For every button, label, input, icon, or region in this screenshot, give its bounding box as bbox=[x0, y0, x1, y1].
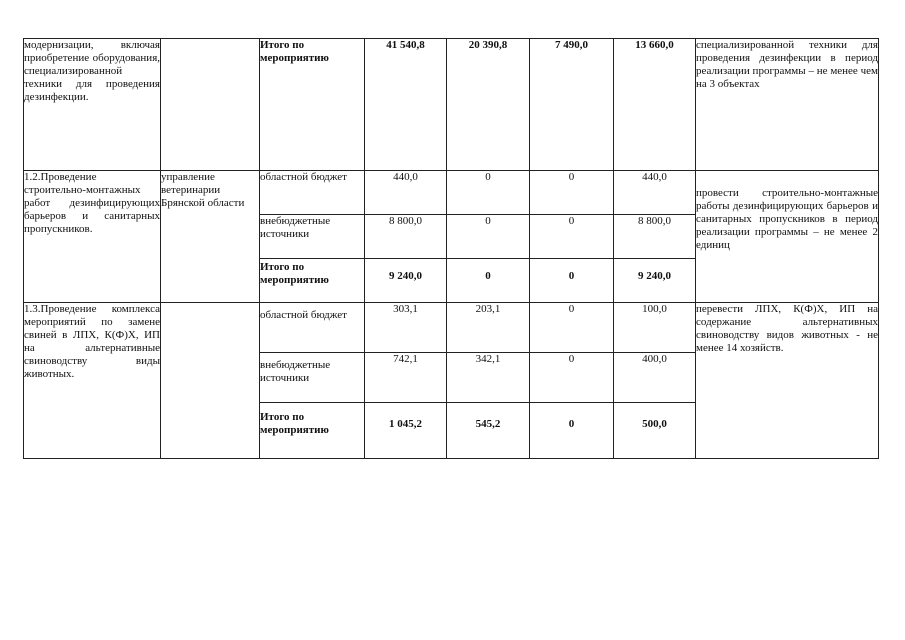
funding-source-label: Итого по мероприятию bbox=[260, 403, 365, 459]
amount-year-3: 100,0 bbox=[614, 303, 696, 353]
amount-year-2: 7 490,0 bbox=[530, 39, 614, 171]
amount-year-1: 0 bbox=[447, 171, 530, 215]
table-row bbox=[24, 171, 879, 215]
executor: управление ветеринарии Брянской области bbox=[161, 171, 260, 303]
amount-year-1: 203,1 bbox=[447, 303, 530, 353]
amount-year-2: 0 bbox=[530, 215, 614, 259]
activity-name: модернизации, включая приобретение оборудования, специализированной техники для проведения дезинфекции. bbox=[24, 39, 161, 171]
executor-cell bbox=[161, 303, 260, 459]
activity-name: 1.2.Проведение строительно-монтажных работ дезинфицирующих барьеров и санитарных пропускников. bbox=[24, 171, 161, 303]
amount-year-3: 400,0 bbox=[614, 353, 696, 403]
amount-total: 303,1 bbox=[365, 303, 447, 353]
funding-source-label: областной бюджет bbox=[260, 303, 365, 353]
table-row bbox=[24, 303, 879, 353]
expected-result: перевести ЛПХ, К(Ф)Х, ИП на содержание альтернативных свиноводству видов животных - не менее 14 хозяйств. bbox=[696, 303, 879, 459]
funding-source-label: внебюджетные источники bbox=[260, 215, 365, 259]
amount-year-3: 440,0 bbox=[614, 171, 696, 215]
amount-total: 1 045,2 bbox=[365, 403, 447, 459]
amount-year-3: 500,0 bbox=[614, 403, 696, 459]
amount-year-2: 0 bbox=[530, 259, 614, 303]
executor-cell bbox=[161, 39, 260, 171]
table-row bbox=[24, 39, 879, 171]
amount-year-2: 0 bbox=[530, 403, 614, 459]
amount-year-3: 8 800,0 bbox=[614, 215, 696, 259]
funding-source-label: Итого по мероприятию bbox=[260, 259, 365, 303]
funding-source-label: областной бюджет bbox=[260, 171, 365, 215]
amount-total: 9 240,0 bbox=[365, 259, 447, 303]
amount-total: 41 540,8 bbox=[365, 39, 447, 171]
amount-total: 440,0 bbox=[365, 171, 447, 215]
amount-year-2: 0 bbox=[530, 303, 614, 353]
funding-source-label: Итого по мероприятию bbox=[260, 39, 365, 171]
amount-year-1: 0 bbox=[447, 259, 530, 303]
expected-result: провести строительно-монтажные работы дезинфицирующих барьеров и санитарных пропускников в период реализации программы – не менее 2 единиц bbox=[696, 171, 879, 303]
amount-year-2: 0 bbox=[530, 171, 614, 215]
amount-year-1: 545,2 bbox=[447, 403, 530, 459]
funding-source-label: внебюджетные источники bbox=[260, 353, 365, 403]
amount-year-1: 0 bbox=[447, 215, 530, 259]
activity-name: 1.3.Проведение комплекса мероприятий по замене свиней в ЛПХ, К(Ф)Х, ИП на альтернативные свиноводству виды животных. bbox=[24, 303, 161, 459]
amount-year-3: 9 240,0 bbox=[614, 259, 696, 303]
amount-year-1: 342,1 bbox=[447, 353, 530, 403]
amount-year-2: 0 bbox=[530, 353, 614, 403]
amount-total: 742,1 bbox=[365, 353, 447, 403]
amount-total: 8 800,0 bbox=[365, 215, 447, 259]
expected-result: специализированной техники для проведения дезинфекции в период реализации программы – не менее чем на 3 объектах bbox=[696, 39, 879, 171]
amount-year-1: 20 390,8 bbox=[447, 39, 530, 171]
program-activities-table bbox=[23, 38, 879, 459]
amount-year-3: 13 660,0 bbox=[614, 39, 696, 171]
